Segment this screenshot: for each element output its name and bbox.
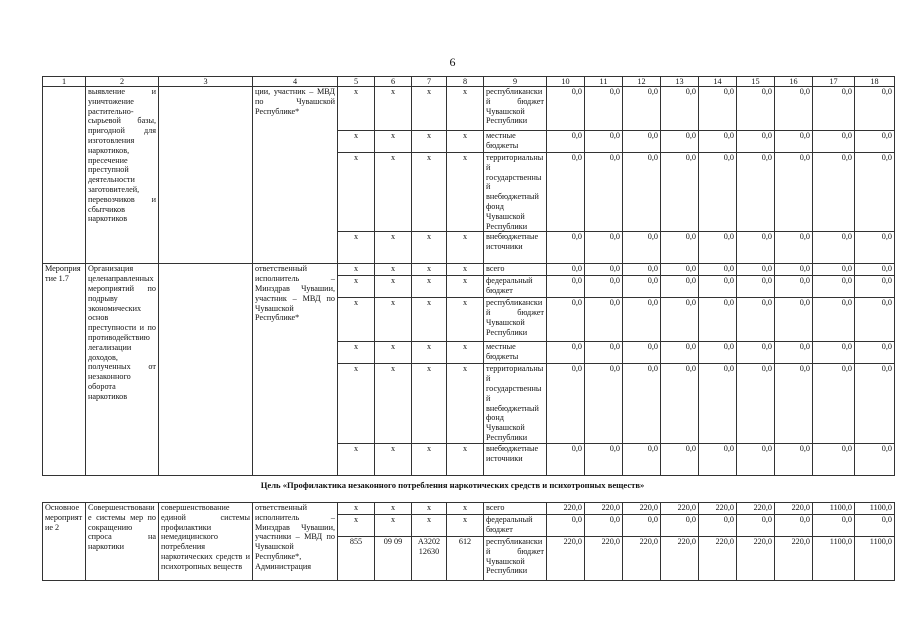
header-row	[43, 77, 895, 87]
value-cell: 220,0	[585, 503, 623, 515]
value-cell: 0,0	[623, 342, 661, 364]
value-cell: 0,0	[585, 515, 623, 537]
column-number: 17	[813, 77, 855, 87]
value-cell: 0,0	[737, 515, 775, 537]
column-number: 11	[585, 77, 623, 87]
value-cell: 0,0	[547, 232, 585, 264]
value-cell: 220,0	[699, 537, 737, 581]
code-cell: x	[375, 342, 412, 364]
value-cell: 0,0	[813, 153, 855, 232]
value-cell: 0,0	[585, 298, 623, 342]
value-cell: 220,0	[737, 503, 775, 515]
goal-heading: Цель «Профилактика незаконного потребления наркотических средств и психотропных веществ»	[260, 480, 645, 490]
code-cell: x	[338, 153, 375, 232]
code-cell: x	[447, 264, 484, 276]
value-cell: 0,0	[855, 342, 895, 364]
code-cell: x	[338, 276, 375, 298]
block_c-col1: Основное мероприятие 2	[43, 503, 86, 581]
value-cell: 0,0	[585, 276, 623, 298]
value-cell: 0,0	[585, 131, 623, 153]
code-cell: x	[447, 342, 484, 364]
code-cell: x	[412, 503, 447, 515]
value-cell: 0,0	[775, 87, 813, 131]
value-cell: 0,0	[775, 153, 813, 232]
code-cell: x	[338, 131, 375, 153]
code-cell: x	[375, 276, 412, 298]
value-cell: 0,0	[855, 153, 895, 232]
funding-source: республиканский бюджет Чувашской Республики	[484, 537, 547, 581]
value-cell: 0,0	[699, 298, 737, 342]
value-cell: 220,0	[547, 537, 585, 581]
code-cell: x	[338, 503, 375, 515]
code-cell: x	[412, 87, 447, 131]
value-cell: 0,0	[699, 443, 737, 475]
value-cell: 0,0	[661, 264, 699, 276]
value-cell: 0,0	[813, 298, 855, 342]
value-cell: 0,0	[623, 87, 661, 131]
value-cell: 0,0	[813, 276, 855, 298]
column-number: 9	[484, 77, 547, 87]
value-cell: 0,0	[813, 515, 855, 537]
block_a-col4: ции, участник – МВД по Чувашской Республике*	[253, 87, 338, 264]
value-cell: 0,0	[775, 232, 813, 264]
value-cell: 0,0	[737, 443, 775, 475]
column-number: 8	[447, 77, 484, 87]
value-cell: 220,0	[661, 537, 699, 581]
code-cell: x	[338, 342, 375, 364]
value-cell: 0,0	[585, 87, 623, 131]
code-cell: x	[447, 515, 484, 537]
value-cell: 0,0	[737, 264, 775, 276]
code-cell: x	[412, 515, 447, 537]
value-cell: 220,0	[547, 503, 585, 515]
page-number: 6	[449, 55, 456, 69]
code-cell: 612	[447, 537, 484, 581]
value-cell: 0,0	[547, 515, 585, 537]
code-cell: x	[412, 264, 447, 276]
value-cell: 220,0	[623, 503, 661, 515]
code-cell: x	[375, 232, 412, 264]
value-cell: 0,0	[737, 87, 775, 131]
funding-source: республиканский бюджет Чувашской Республики	[484, 298, 547, 342]
value-cell: 0,0	[855, 87, 895, 131]
value-cell: 0,0	[855, 264, 895, 276]
value-cell: 0,0	[813, 87, 855, 131]
code-cell: x	[412, 298, 447, 342]
code-cell: x	[338, 232, 375, 264]
value-cell: 0,0	[623, 232, 661, 264]
block_a-col1	[43, 87, 86, 264]
value-cell: 0,0	[855, 276, 895, 298]
value-cell: 0,0	[699, 342, 737, 364]
column-number: 16	[775, 77, 813, 87]
value-cell: 0,0	[699, 87, 737, 131]
code-cell: x	[412, 364, 447, 443]
value-cell: 1100,0	[813, 537, 855, 581]
funding-source: всего	[484, 264, 547, 276]
value-cell: 0,0	[813, 232, 855, 264]
value-cell: 0,0	[585, 364, 623, 443]
budget-table-lower	[42, 502, 895, 581]
block_b-col2: Организация целенаправленных мероприятий по подрыву экономических основ преступности и по противодействию легализации доходов, полученных от незаконного оборота наркотиков	[86, 264, 159, 475]
value-cell: 0,0	[623, 298, 661, 342]
code-cell: x	[447, 131, 484, 153]
code-cell: x	[375, 364, 412, 443]
block_a-col3	[159, 87, 253, 264]
code-cell: x	[338, 364, 375, 443]
column-number: 7	[412, 77, 447, 87]
value-cell: 0,0	[737, 342, 775, 364]
code-cell: x	[375, 153, 412, 232]
code-cell: x	[447, 298, 484, 342]
value-cell: 0,0	[623, 264, 661, 276]
value-cell: 0,0	[547, 443, 585, 475]
funding-source: внебюджетные источники	[484, 443, 547, 475]
code-cell: x	[338, 515, 375, 537]
code-cell: x	[375, 503, 412, 515]
column-number: 3	[159, 77, 253, 87]
value-cell: 0,0	[813, 264, 855, 276]
code-cell: x	[375, 87, 412, 131]
value-cell: 0,0	[585, 443, 623, 475]
column-number: 5	[338, 77, 375, 87]
value-cell: 220,0	[585, 537, 623, 581]
block_b-col1: Мероприятие 1.7	[43, 264, 86, 475]
value-cell: 0,0	[547, 342, 585, 364]
table-row	[43, 503, 895, 515]
value-cell: 1100,0	[855, 503, 895, 515]
value-cell: 0,0	[699, 153, 737, 232]
code-cell: x	[447, 364, 484, 443]
block_a-col2: выявление и уничтожение растительно-сырьевой базы, пригодной для изготовления наркотиков, пресечение преступной деятельности заготовителей, перевозчиков и сбытчиков наркотиков	[86, 87, 159, 264]
value-cell: 0,0	[699, 131, 737, 153]
code-cell: x	[338, 87, 375, 131]
value-cell: 0,0	[661, 342, 699, 364]
value-cell: 0,0	[547, 153, 585, 232]
value-cell: 0,0	[585, 264, 623, 276]
value-cell: 0,0	[775, 364, 813, 443]
code-cell: x	[375, 515, 412, 537]
value-cell: 0,0	[547, 298, 585, 342]
value-cell: 0,0	[699, 276, 737, 298]
value-cell: 0,0	[855, 131, 895, 153]
value-cell: 0,0	[737, 364, 775, 443]
column-number: 14	[699, 77, 737, 87]
value-cell: 220,0	[699, 503, 737, 515]
block_c-col4: ответственный исполнитель – Минздрав Чувашии, участники – МВД по Чувашской Республике*, Администрация	[253, 503, 338, 581]
budget-table-upper	[42, 76, 895, 476]
column-number: 2	[86, 77, 159, 87]
value-cell: 0,0	[623, 364, 661, 443]
value-cell: 0,0	[661, 443, 699, 475]
funding-source: федеральный бюджет	[484, 276, 547, 298]
value-cell: 220,0	[623, 537, 661, 581]
code-cell: x	[338, 443, 375, 475]
value-cell: 0,0	[699, 232, 737, 264]
value-cell: 0,0	[737, 153, 775, 232]
code-cell: x	[447, 276, 484, 298]
code-cell: x	[412, 342, 447, 364]
value-cell: 0,0	[623, 443, 661, 475]
code-cell: x	[412, 153, 447, 232]
funding-source: местные бюджеты	[484, 131, 547, 153]
value-cell: 220,0	[775, 537, 813, 581]
code-cell: x	[375, 298, 412, 342]
value-cell: 1100,0	[855, 537, 895, 581]
value-cell: 0,0	[813, 443, 855, 475]
column-number: 12	[623, 77, 661, 87]
code-cell: x	[447, 232, 484, 264]
column-number: 6	[375, 77, 412, 87]
column-number: 15	[737, 77, 775, 87]
code-cell: x	[412, 131, 447, 153]
funding-source: всего	[484, 503, 547, 515]
value-cell: 0,0	[775, 443, 813, 475]
value-cell: 0,0	[547, 131, 585, 153]
code-cell: x	[447, 443, 484, 475]
value-cell: 0,0	[775, 264, 813, 276]
value-cell: 0,0	[813, 342, 855, 364]
value-cell: 0,0	[775, 131, 813, 153]
column-number: 13	[661, 77, 699, 87]
table-row	[43, 87, 895, 131]
value-cell: 0,0	[661, 153, 699, 232]
value-cell: 0,0	[699, 515, 737, 537]
value-cell: 0,0	[661, 515, 699, 537]
value-cell: 0,0	[813, 131, 855, 153]
funding-source: территориальный государственный внебюджетный фонд Чувашской Республики	[484, 153, 547, 232]
code-cell: x	[447, 87, 484, 131]
code-cell: x	[375, 443, 412, 475]
value-cell: 0,0	[775, 342, 813, 364]
value-cell: 0,0	[855, 232, 895, 264]
value-cell: 0,0	[547, 276, 585, 298]
funding-source: внебюджетные источники	[484, 232, 547, 264]
code-cell: x	[375, 264, 412, 276]
funding-source: местные бюджеты	[484, 342, 547, 364]
value-cell: 0,0	[661, 276, 699, 298]
value-cell: 0,0	[623, 153, 661, 232]
value-cell: 220,0	[737, 537, 775, 581]
code-cell: x	[338, 264, 375, 276]
value-cell: 0,0	[737, 276, 775, 298]
block_c-col3: совершенствование единой системы профилактики немедицинского потребления наркотических средств и психотропных веществ	[159, 503, 253, 581]
code-cell: 855	[338, 537, 375, 581]
value-cell: 0,0	[737, 298, 775, 342]
table-row	[43, 264, 895, 276]
value-cell: 0,0	[775, 276, 813, 298]
value-cell: 0,0	[699, 364, 737, 443]
value-cell: 0,0	[737, 131, 775, 153]
value-cell: 0,0	[775, 515, 813, 537]
code-cell: x	[412, 443, 447, 475]
value-cell: 0,0	[585, 342, 623, 364]
value-cell: 0,0	[547, 264, 585, 276]
value-cell: 0,0	[813, 364, 855, 443]
value-cell: 0,0	[699, 264, 737, 276]
value-cell: 0,0	[585, 232, 623, 264]
funding-source: республиканский бюджет Чувашской Республики	[484, 87, 547, 131]
value-cell: 0,0	[661, 298, 699, 342]
code-cell: x	[375, 131, 412, 153]
column-number: 18	[855, 77, 895, 87]
column-number: 10	[547, 77, 585, 87]
funding-source: территориальный государственный внебюджетный фонд Чувашской Республики	[484, 364, 547, 443]
funding-source: федеральный бюджет	[484, 515, 547, 537]
value-cell: 0,0	[855, 515, 895, 537]
code-cell: x	[412, 232, 447, 264]
value-cell: 0,0	[855, 298, 895, 342]
code-cell: А3202 12630	[412, 537, 447, 581]
value-cell: 1100,0	[813, 503, 855, 515]
value-cell: 0,0	[623, 515, 661, 537]
code-cell: x	[447, 503, 484, 515]
value-cell: 0,0	[661, 232, 699, 264]
value-cell: 0,0	[547, 87, 585, 131]
value-cell: 0,0	[585, 153, 623, 232]
block_b-col4: ответственный исполнитель – Минздрав Чувашии, участник – МВД по Чувашской Республике*	[253, 264, 338, 475]
value-cell: 220,0	[661, 503, 699, 515]
block_b-col3	[159, 264, 253, 475]
block_c-col2: Совершенствование системы мер по сокращению спроса на наркотики	[86, 503, 159, 581]
code-cell: 09 09	[375, 537, 412, 581]
value-cell: 0,0	[623, 276, 661, 298]
value-cell: 0,0	[623, 131, 661, 153]
code-cell: x	[412, 276, 447, 298]
value-cell: 0,0	[661, 131, 699, 153]
column-number: 1	[43, 77, 86, 87]
value-cell: 0,0	[661, 364, 699, 443]
value-cell: 0,0	[661, 87, 699, 131]
value-cell: 0,0	[855, 364, 895, 443]
value-cell: 220,0	[775, 503, 813, 515]
column-number: 4	[253, 77, 338, 87]
code-cell: x	[338, 298, 375, 342]
value-cell: 0,0	[737, 232, 775, 264]
value-cell: 0,0	[547, 364, 585, 443]
value-cell: 0,0	[775, 298, 813, 342]
value-cell: 0,0	[855, 443, 895, 475]
code-cell: x	[447, 153, 484, 232]
